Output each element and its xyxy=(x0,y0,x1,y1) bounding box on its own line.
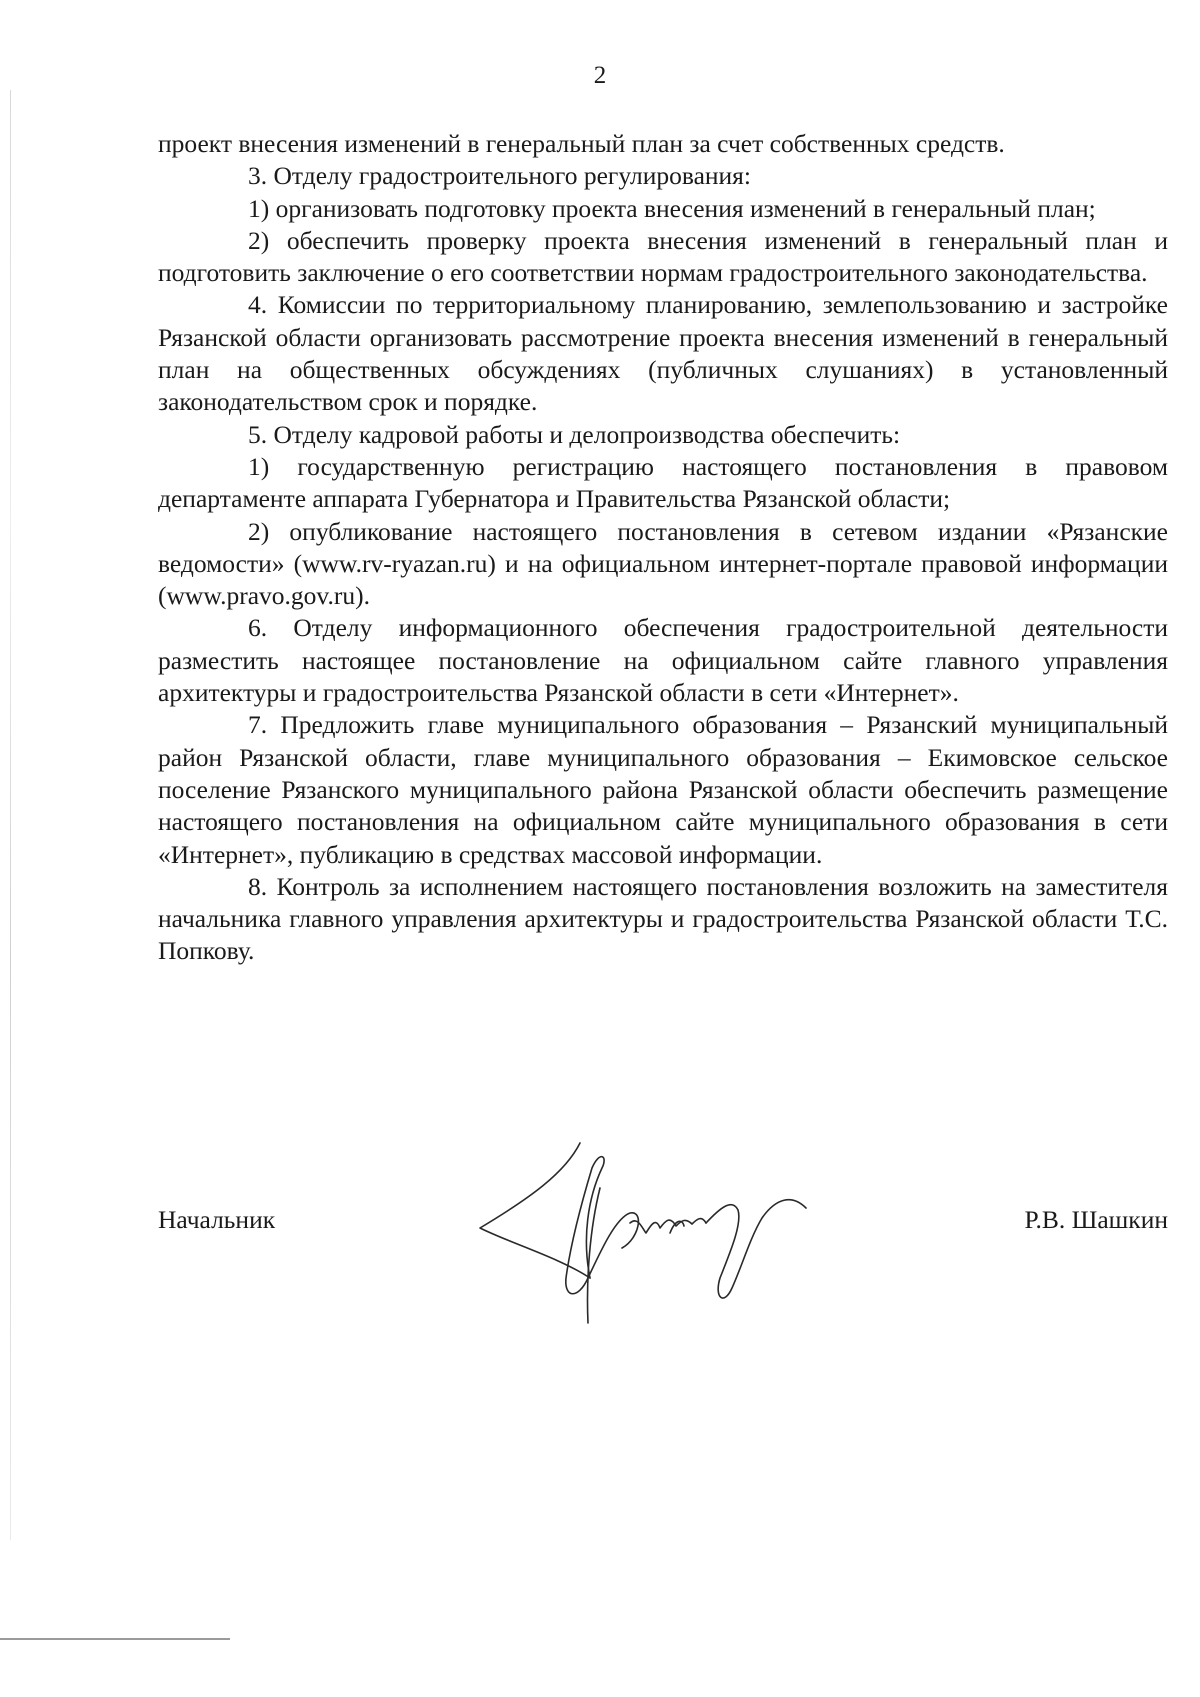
paragraph-item-8: 8. Контроль за исполнением настоящего постановления возложить на заместителя начальника главного управления архитектуры и градостроительства Рязанской области Т.С. Попкову. xyxy=(158,871,1168,966)
paragraph-item-5-1: 1) государственную регистрацию настоящего постановления в правовом департаменте аппарата Губернатора и Правительства Рязанской области; xyxy=(158,451,1168,514)
paragraph-continuation: проект внесения изменений в генеральный план за счет собственных средств. xyxy=(158,129,1005,158)
signatory-title: Начальник xyxy=(158,1205,276,1234)
paragraph-item-3-2: 2) обеспечить проверку проекта внесения изменений в генеральный план и подготовить заключение о его соответствии нормам градостроительного законодательства. xyxy=(158,225,1168,288)
paragraph-item-7: 7. Предложить главе муниципального образования – Рязанский муниципальный район Рязанской области, главе муниципального образования – Екимовское сельское поселение Рязанского муниципального района Рязанской области обеспечить размещение настоящего постановления на официальном сайте муниципального образования в сети «Интернет», публикацию в средствах массовой информации. xyxy=(158,710,1168,869)
paragraph-item-4: 4. Комиссии по территориальному планированию, землепользованию и застройке Рязанской области организовать рассмотрение проекта внесения изменений в генеральный план на общественных обсуждениях (публичных слушаниях) в установленный законодательством срок и порядке. xyxy=(158,290,1168,417)
paragraph-item-5: 5. Отделу кадровой работы и делопроизводства обеспечить: xyxy=(248,419,901,449)
paragraph-item-6: 6. Отделу информационного обеспечения градостроительной деятельности разместить настоящее постановление на официальном сайте главного управления архитектуры и градостроительства Рязанской области в сети «Интернет». xyxy=(158,613,1168,708)
page-number: 2 xyxy=(593,62,607,89)
signatory-name: Р.В. Шашкин xyxy=(1024,1205,1168,1234)
document-body xyxy=(158,128,1168,968)
handwritten-signature xyxy=(470,1128,830,1343)
scan-edge-line xyxy=(10,90,11,1540)
paragraph-item-5-2: 2) опубликование настоящего постановления в сетевом издании «Рязанские ведомости» (www.rv-ryazan.ru) и на официальном интернет-портале правовой информации (www.pravo.gov.ru). xyxy=(158,516,1168,611)
paragraph-item-3-1: 1) организовать подготовку проекта внесения изменений в генеральный план; xyxy=(248,193,1096,223)
scan-bottom-line xyxy=(0,1638,230,1640)
paragraph-item-3: 3. Отделу градостроительного регулирования: xyxy=(248,161,751,191)
